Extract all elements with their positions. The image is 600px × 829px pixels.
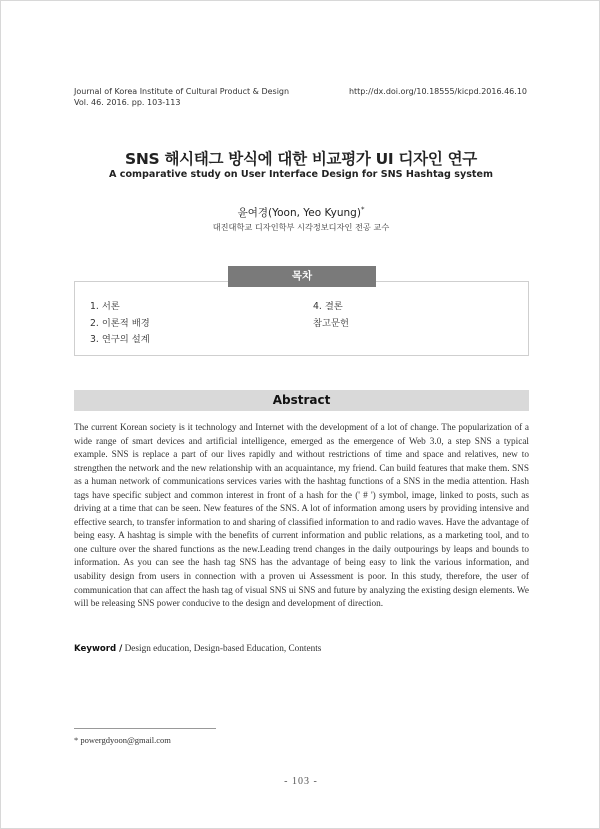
keyword-label: Keyword / (74, 644, 123, 654)
journal-header (74, 86, 289, 108)
footnote-email[interactable]: powergdyoon@gmail.com (80, 735, 171, 745)
title-english: A comparative study on User Interface Design for SNS Hashtag system (109, 169, 493, 180)
footnote-mark: * (74, 735, 79, 745)
footnote (74, 735, 171, 745)
author-mark: * (360, 205, 365, 214)
title-korean: SNS 해시태그 방식에 대한 비교평가 UI 디자인 연구 (125, 150, 477, 168)
keyword-line (74, 644, 529, 654)
author-name: 윤여경(Yoon, Yeo Kyung) (237, 207, 361, 219)
abstract-body: The current Korean society is it technology and Internet with the development of a lot of change. The popularization of a wide range of smart devices and artificial intelligence, emerged as the emergence of Web 3.0, a step SNS a typical example. SNS is replace a part of our lives rapidly and without restrictions of time and space and relatives, new to strengthen the network and the new relationship with an acquaintance, my friend. Can build features that make them. SNS as a human network of communications services varies with the hashtag functions of a SNS in the media attention. Hash tags have specific subject and common interest in front of a hash for the (' # ') symbol, image, linked to posts, such as driving at a time that can be seen. New features of the SNS. A lot of information among users by providing intensive and effective search, to transfer information to and sharing of classified information to and radio waves. Have the advantage of being easy. A hashtag is simple with the benefits of current information and public relations, as a marketing tool, and to one culture over the shared functions as the new.Leading trend changes in the daily outpourings by leaps and bounds to information. As you can see the hash tag SNS has the advantage of being easy to link the various information, and usability design from users in connection with a proven ui Assessment is poor. In this study, therefore, the user of communication that can affect the hash tag of visual SNS ui SNS and future by analyzing the existing design elements. We will be releasing SNS power conducive to the design and development of direction. (74, 423, 529, 610)
author-affiliation: 대진대학교 디자인학부 시각정보디자인 전공 교수 (212, 222, 390, 232)
toc-item: 3. 연구의 설계 (90, 334, 150, 345)
toc-item: 참고문헌 (313, 317, 349, 329)
toc-item: 4. 결론 (313, 301, 343, 312)
abstract-heading: Abstract (74, 390, 529, 411)
author-line (1, 205, 600, 220)
toc-heading: 목차 (228, 266, 376, 287)
toc-right-column (313, 299, 349, 332)
keyword-values: Design education, Design-based Education, Contents (124, 644, 322, 654)
toc-item: 2. 이론적 배경 (90, 317, 150, 329)
page-number: - 103 - (284, 776, 318, 787)
toc-left-column (90, 299, 150, 349)
toc-item: 1. 서론 (90, 301, 120, 312)
doi-link[interactable]: http://dx.doi.org/10.18555/kicpd.2016.46.10 (348, 87, 527, 96)
journal-volume: Vol. 46. 2016. pp. 103-113 (74, 98, 181, 107)
journal-name: Journal of Korea Institute of Cultural Product & Design (74, 87, 290, 96)
footnote-divider (74, 728, 216, 729)
